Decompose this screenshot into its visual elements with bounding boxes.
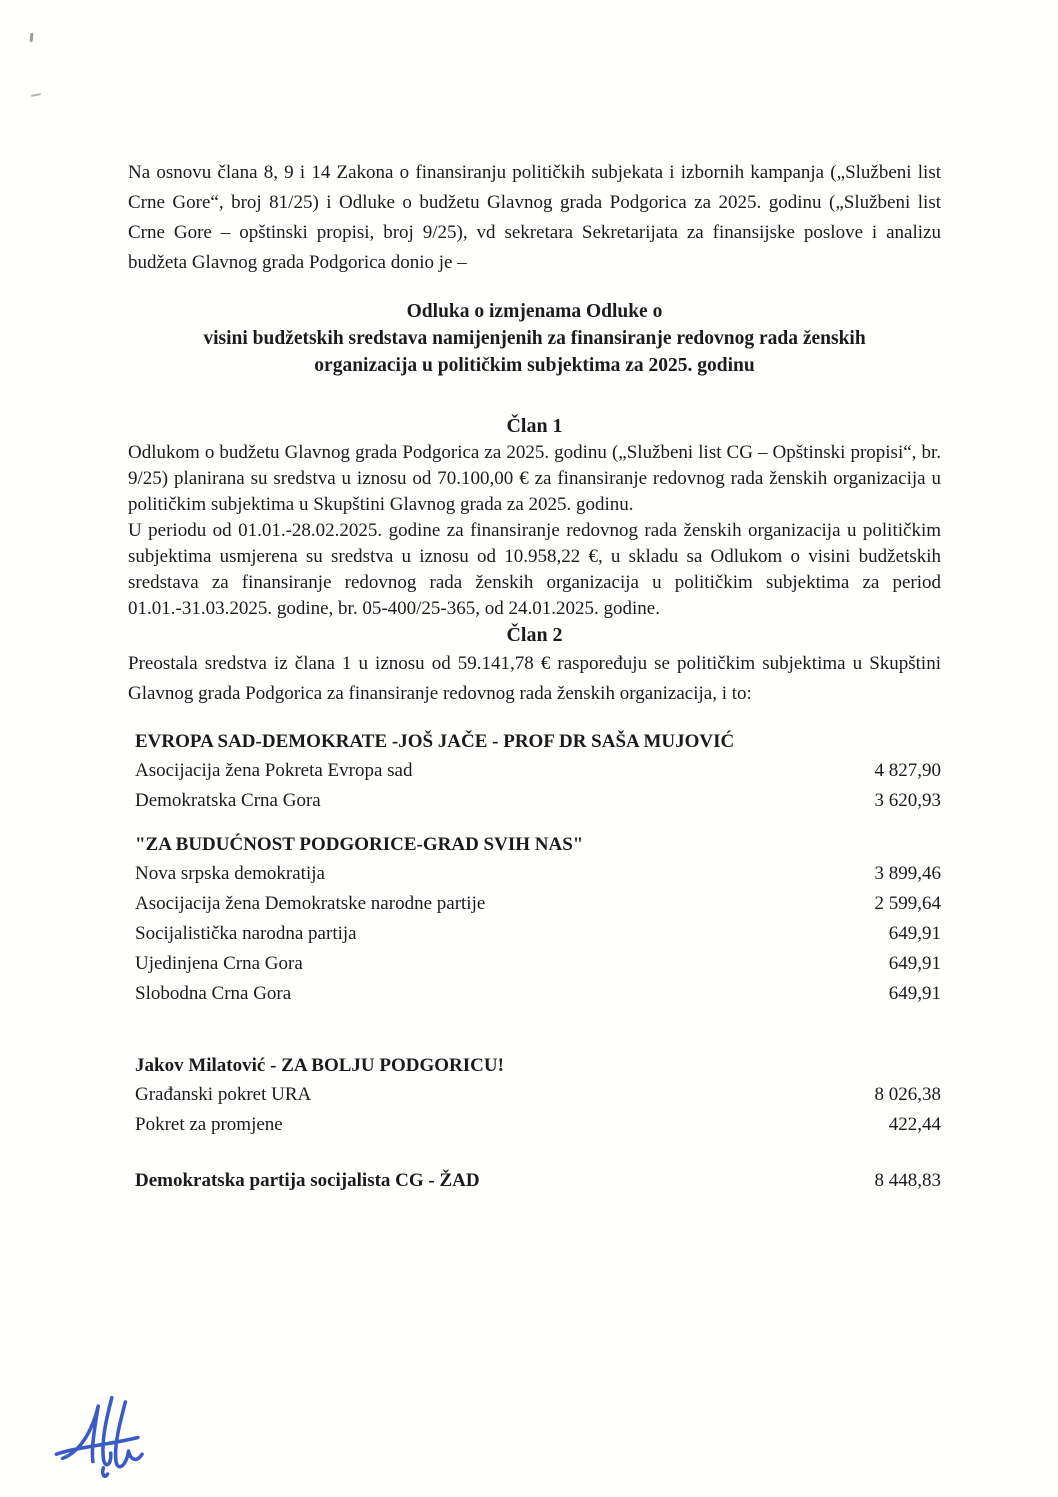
party-name: Asocijacija žena Demokratske narodne partije — [135, 893, 486, 914]
group-header: Demokratska partija socijalista CG - ŽAD — [135, 1170, 480, 1191]
allocation-amount: 2 599,64 — [874, 893, 941, 914]
allocation-row — [135, 786, 941, 816]
signature-strokes — [56, 1398, 142, 1476]
article-1-paragraph: Odlukom o budžetu Glavnog grada Podgorica za 2025. godinu („Službeni list CG – Opštinski propisi“, br. 9/25) planirana su sredstva u iznosu od 70.100,00 € za finansiranje redovnog rada ženskih organizacija u političkim subjektima u Skupštini Glavnog grada za 2025. godinu. — [128, 442, 941, 515]
allocation-row — [135, 1166, 941, 1196]
party-name: Građanski pokret URA — [135, 1084, 312, 1105]
allocation-amount: 422,44 — [888, 1114, 941, 1135]
party-name: Socijalistička narodna partija — [135, 923, 357, 944]
intro-paragraph: Na osnovu člana 8, 9 i 14 Zakona o finansiranju političkih subjekata i izbornih kampanja („Službeni list Crne Gore“, broj 81/25) i Odluke o budžetu Glavnog grada Podgorica za 2025. godinu („Službeni list Crne Gore – opštinski propisi, broj 9/25), vd sekretara Sekretarijata za finansijske poslove i analizu budžeta Glavnog grada Podgorica donio je – — [128, 162, 941, 273]
allocation-row — [135, 979, 941, 1009]
document-title — [128, 298, 941, 379]
signature — [48, 1388, 163, 1488]
scan-artifact — [31, 93, 41, 97]
party-name: Nova srpska demokratija — [135, 863, 325, 884]
allocation-list — [128, 727, 941, 1196]
allocation-amount: 649,91 — [888, 923, 941, 944]
allocation-amount: 649,91 — [888, 953, 941, 974]
party-name: Demokratska Crna Gora — [135, 790, 321, 811]
allocation-group — [135, 1166, 941, 1196]
allocation-amount: 649,91 — [888, 983, 941, 1004]
allocation-row — [135, 1110, 941, 1140]
allocation-amount: 3 899,46 — [874, 863, 941, 884]
article-2-heading: Član 2 — [506, 624, 563, 646]
allocation-amount: 8 026,38 — [874, 1084, 941, 1105]
allocation-amount: 3 620,93 — [874, 790, 941, 811]
group-header: "ZA BUDUĆNOST PODGORICE-GRAD SVIH NAS" — [135, 834, 584, 855]
article-2-paragraph: Preostala sredstva iz člana 1 u iznosu od 59.141,78 € raspoređuju se političkim subjektima u Skupštini Glavnog grada Podgorica za finansiranje redovnog rada ženskih organizacija, i to: — [128, 653, 941, 704]
allocation-row — [135, 756, 941, 786]
article-1-heading: Član 1 — [506, 415, 563, 437]
party-name: Ujedinjena Crna Gora — [135, 953, 303, 974]
allocation-group — [135, 727, 941, 816]
allocation-group — [135, 1051, 941, 1140]
title-line: visini budžetskih sredstava namijenjenih za finansiranje redovnog rada ženskih — [203, 328, 866, 349]
allocation-row — [135, 889, 941, 919]
allocation-row — [135, 859, 941, 889]
allocation-row — [135, 919, 941, 949]
article-1-paragraph: U periodu od 01.01.-28.02.2025. godine za finansiranje redovnog rada ženskih organizacija u političkim subjektima usmjerena su sredstva u iznosu od 10.958,22 €, u skladu sa Odlukom o visini budžetskih sredstava za finansiranje redovnog rada ženskih organizacija u političkim subjektima za period 01.01.-31.03.2025. godine, br. 05-400/25-365, od 24.01.2025. godine. — [128, 520, 941, 619]
group-header: EVROPA SAD-DEMOKRATE -JOŠ JAČE - PROF DR SAŠA MUJOVIĆ — [135, 731, 735, 752]
allocation-amount: 4 827,90 — [874, 760, 941, 781]
allocation-group — [135, 830, 941, 1009]
allocation-row — [135, 949, 941, 979]
group-header: Jakov Milatović - ZA BOLJU PODGORICU! — [135, 1055, 504, 1076]
allocation-amount: 8 448,83 — [874, 1170, 941, 1191]
scan-artifact — [30, 33, 34, 42]
party-name: Asocijacija žena Pokreta Evropa sad — [135, 760, 413, 781]
allocation-row — [135, 1080, 941, 1110]
title-line: organizacija u političkim subjektima za 2025. godinu — [314, 355, 755, 376]
title-line: Odluka o izmjenama Odluke o — [406, 301, 663, 322]
party-name: Pokret za promjene — [135, 1114, 283, 1135]
party-name: Slobodna Crna Gora — [135, 983, 292, 1004]
